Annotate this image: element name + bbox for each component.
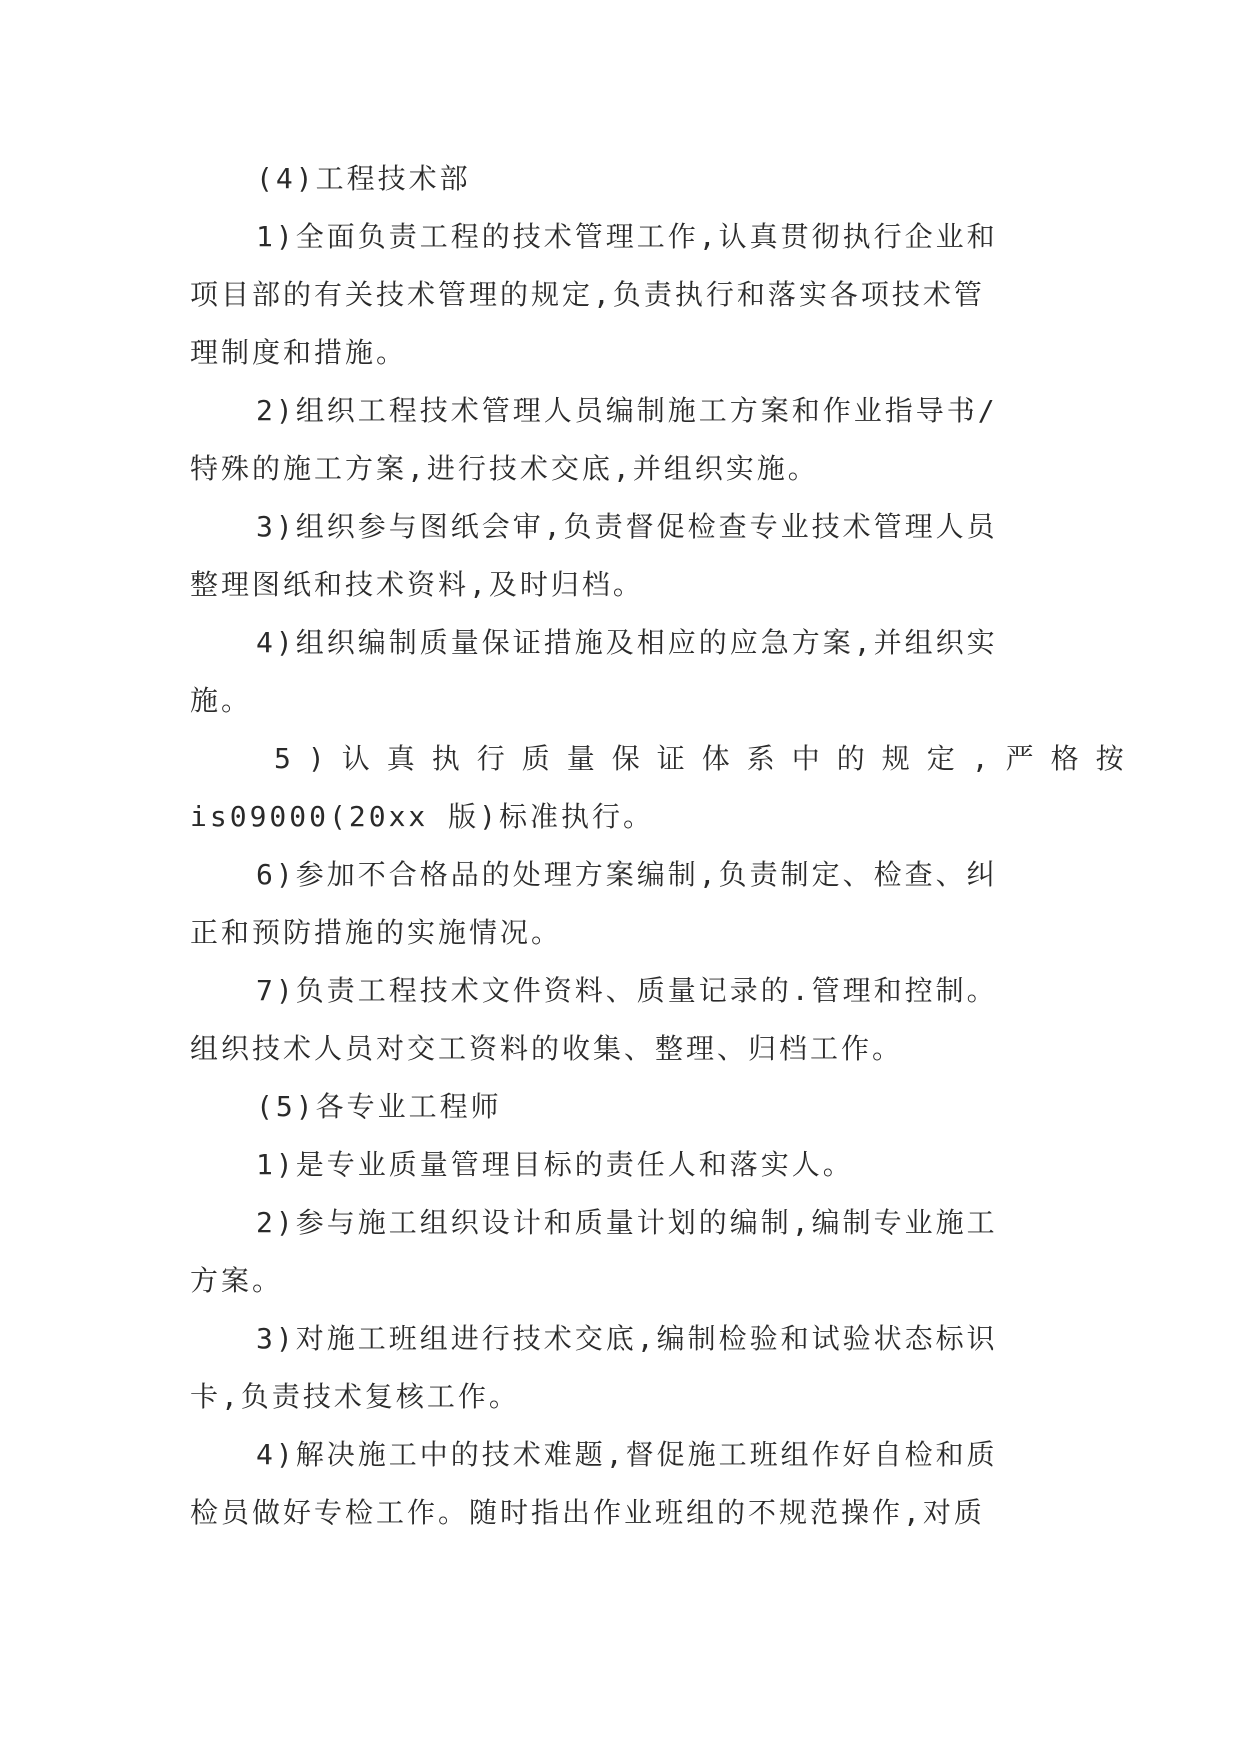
document-body [190, 150, 1141, 1542]
paragraph-line: 方案。 [190, 1264, 284, 1297]
paragraph-line: 1)全面负责工程的技术管理工作,认真贯彻执行企业和 [256, 220, 998, 253]
paragraph-line: 项目部的有关技术管理的规定,负责执行和落实各项技术管 [190, 278, 985, 311]
paragraph-line: 组织技术人员对交工资料的收集、整理、归档工作。 [190, 1032, 904, 1065]
paragraph-line: 检员做好专检工作。随时指出作业班组的不规范操作,对质 [190, 1496, 985, 1529]
section-heading-specialty-engineers: (5)各专业工程师 [256, 1090, 502, 1123]
paragraph-line: 整理图纸和技术资料,及时归档。 [190, 568, 644, 601]
paragraph-line: 4)组织编制质量保证措施及相应的应急方案,并组织实 [256, 626, 998, 659]
section-heading-engineering-tech-dept: (4)工程技术部 [256, 162, 471, 195]
paragraph-line: 理制度和措施。 [190, 336, 408, 369]
paragraph-line: 3)组织参与图纸会审,负责督促检查专业技术管理人员 [256, 510, 998, 543]
paragraph-line: 7)负责工程技术文件资料、质量记录的.管理和控制。 [256, 974, 998, 1007]
paragraph-line: is09000(20xx 版)标准执行。 [190, 800, 655, 833]
paragraph-line: 施。 [190, 684, 253, 717]
paragraph-line: 2)参与施工组织设计和质量计划的编制,编制专业施工 [256, 1206, 998, 1239]
paragraph-line: 4)解决施工中的技术难题,督促施工班组作好自检和质 [256, 1438, 998, 1471]
paragraph-line: 1)是专业质量管理目标的责任人和落实人。 [256, 1148, 854, 1181]
paragraph-line: 特殊的施工方案,进行技术交底,并组织实施。 [190, 452, 819, 485]
paragraph-line: 正和预防措施的实施情况。 [190, 916, 563, 949]
paragraph-line: 卡,负责技术复核工作。 [190, 1380, 520, 1413]
paragraph-line: 5)认真执行质量保证体系中的规定,严格按 [274, 742, 1141, 775]
paragraph-line: 6)参加不合格品的处理方案编制,负责制定、检查、纠 [256, 858, 998, 891]
paragraph-line: 2)组织工程技术管理人员编制施工方案和作业指导书/ [256, 394, 998, 427]
paragraph-line: 3)对施工班组进行技术交底,编制检验和试验状态标识 [256, 1322, 998, 1355]
